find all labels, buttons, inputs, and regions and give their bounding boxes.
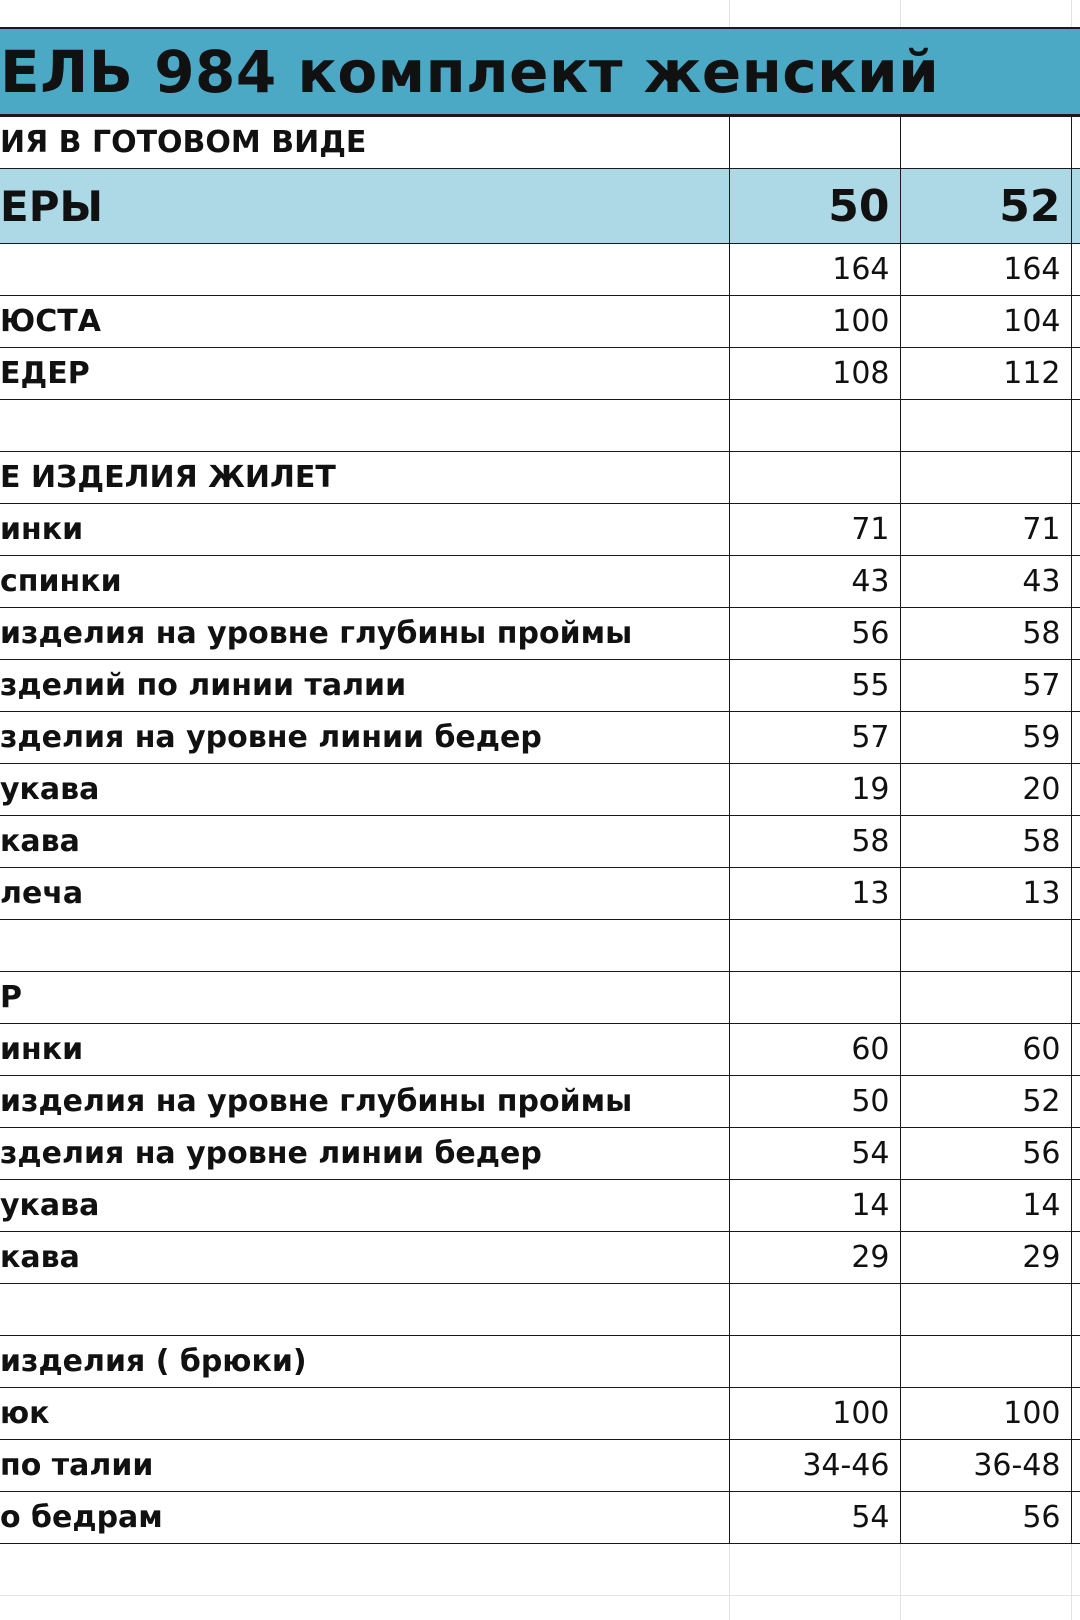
row-label-cell[interactable]: укава: [0, 1180, 729, 1232]
cell[interactable]: [1071, 608, 1080, 660]
size-50-cell[interactable]: 50: [729, 169, 900, 244]
cell[interactable]: [1071, 1284, 1080, 1336]
size-50-value-cell[interactable]: 13: [729, 868, 900, 920]
size-50-value-cell[interactable]: [729, 452, 900, 504]
row-label-cell[interactable]: изделия ( брюки): [0, 1336, 729, 1388]
table-row: [0, 1336, 1080, 1388]
cell[interactable]: [1071, 712, 1080, 764]
size-50-value-cell[interactable]: 71: [729, 504, 900, 556]
cell[interactable]: [900, 117, 1071, 169]
table-row: [0, 1024, 1080, 1076]
size-52-value-cell[interactable]: 100: [900, 1388, 1071, 1440]
table-row: [0, 660, 1080, 712]
table-row: [0, 556, 1080, 608]
size-50-value-cell[interactable]: [729, 1336, 900, 1388]
gridline: [0, 1595, 1080, 1596]
cell[interactable]: [1071, 660, 1080, 712]
size-50-value-cell[interactable]: 29: [729, 1232, 900, 1284]
table-row: [0, 868, 1080, 920]
row-label-cell[interactable]: зделия на уровне линии бедер: [0, 1128, 729, 1180]
size-50-value-cell[interactable]: 108: [729, 348, 900, 400]
cell[interactable]: [1071, 244, 1080, 296]
size-52-value-cell[interactable]: 58: [900, 816, 1071, 868]
size-50-value-cell[interactable]: [729, 400, 900, 452]
row-label-cell[interactable]: Р: [0, 972, 729, 1024]
cell[interactable]: [729, 117, 900, 169]
cell[interactable]: [1071, 504, 1080, 556]
size-50-value-cell[interactable]: 19: [729, 764, 900, 816]
size-52-value-cell[interactable]: [900, 452, 1071, 504]
cell[interactable]: [1071, 1492, 1080, 1544]
row-label-cell[interactable]: [0, 400, 729, 452]
table-row: [0, 400, 1080, 452]
size-52-value-cell[interactable]: [900, 1336, 1071, 1388]
table-row: [0, 244, 1080, 296]
row-label-cell[interactable]: ЮСТА: [0, 296, 729, 348]
table-row: [0, 1440, 1080, 1492]
size-52-value-cell[interactable]: 71: [900, 504, 1071, 556]
row-label-cell[interactable]: укава: [0, 764, 729, 816]
table-row: [0, 348, 1080, 400]
cell[interactable]: [1071, 972, 1080, 1024]
size-50-value-cell[interactable]: 164: [729, 244, 900, 296]
row-label-cell[interactable]: Е ИЗДЕЛИЯ ЖИЛЕТ: [0, 452, 729, 504]
cell[interactable]: [1071, 348, 1080, 400]
model-title: ЕЛЬ 984 комплект женский: [0, 38, 940, 106]
subtitle-cell[interactable]: ИЯ В ГОТОВОМ ВИДЕ: [0, 117, 729, 169]
row-label-cell[interactable]: зделий по линии талии: [0, 660, 729, 712]
table-row: [0, 1232, 1080, 1284]
size-52-value-cell[interactable]: [900, 972, 1071, 1024]
subtitle-row: [0, 117, 1080, 169]
table-row: [0, 1388, 1080, 1440]
cell[interactable]: [1071, 296, 1080, 348]
cell[interactable]: [1071, 117, 1080, 169]
table-row: [0, 1492, 1080, 1544]
size-52-value-cell[interactable]: 52: [900, 1076, 1071, 1128]
size-50-value-cell[interactable]: 55: [729, 660, 900, 712]
size-52-value-cell[interactable]: [900, 400, 1071, 452]
row-label-cell[interactable]: о бедрам: [0, 1492, 729, 1544]
size-50-value-cell[interactable]: 100: [729, 296, 900, 348]
size-50-value-cell[interactable]: [729, 920, 900, 972]
table-row: [0, 504, 1080, 556]
cell[interactable]: [1071, 920, 1080, 972]
size-52-value-cell[interactable]: 57: [900, 660, 1071, 712]
cell[interactable]: [1071, 169, 1080, 244]
size-50-value-cell[interactable]: 34-46: [729, 1440, 900, 1492]
size-52-value-cell[interactable]: 59: [900, 712, 1071, 764]
size-50-value-cell[interactable]: 56: [729, 608, 900, 660]
cell[interactable]: [1071, 452, 1080, 504]
size-52-value-cell[interactable]: 36-48: [900, 1440, 1071, 1492]
row-label-cell[interactable]: [0, 1284, 729, 1336]
cell[interactable]: [1071, 1388, 1080, 1440]
sizes-header-row: [0, 169, 1080, 244]
row-label-cell[interactable]: изделия на уровне глубины проймы: [0, 1076, 729, 1128]
row-label-cell[interactable]: зделия на уровне линии бедер: [0, 712, 729, 764]
cell[interactable]: [1071, 1024, 1080, 1076]
cell[interactable]: [1071, 816, 1080, 868]
cell[interactable]: [1071, 556, 1080, 608]
size-50-value-cell[interactable]: 60: [729, 1024, 900, 1076]
size-50-value-cell[interactable]: 50: [729, 1076, 900, 1128]
row-label-cell[interactable]: изделия на уровне глубины проймы: [0, 608, 729, 660]
cell[interactable]: [1071, 1232, 1080, 1284]
cell[interactable]: [1071, 1128, 1080, 1180]
row-label-cell[interactable]: спинки: [0, 556, 729, 608]
size-50-value-cell[interactable]: 54: [729, 1128, 900, 1180]
size-52-value-cell[interactable]: 164: [900, 244, 1071, 296]
size-52-value-cell[interactable]: 14: [900, 1180, 1071, 1232]
table-row: [0, 712, 1080, 764]
size-52-value-cell[interactable]: 58: [900, 608, 1071, 660]
table-row: [0, 816, 1080, 868]
size-50-value-cell[interactable]: 14: [729, 1180, 900, 1232]
size-50-value-cell[interactable]: 100: [729, 1388, 900, 1440]
size-52-cell[interactable]: 52: [900, 169, 1071, 244]
size-52-value-cell[interactable]: 29: [900, 1232, 1071, 1284]
table-row: [0, 920, 1080, 972]
size-52-value-cell[interactable]: 13: [900, 868, 1071, 920]
cell[interactable]: [1071, 1440, 1080, 1492]
table-row: [0, 764, 1080, 816]
size-50-value-cell[interactable]: 57: [729, 712, 900, 764]
size-52-value-cell[interactable]: [900, 1284, 1071, 1336]
row-label-cell[interactable]: леча: [0, 868, 729, 920]
size-50-value-cell[interactable]: [729, 1284, 900, 1336]
size-52-value-cell[interactable]: 60: [900, 1024, 1071, 1076]
cell[interactable]: [1071, 1336, 1080, 1388]
cell[interactable]: [1071, 1076, 1080, 1128]
table-row: [0, 1284, 1080, 1336]
table-row: [0, 452, 1080, 504]
cell[interactable]: [1071, 764, 1080, 816]
size-52-value-cell[interactable]: 104: [900, 296, 1071, 348]
title-bar: [0, 27, 1080, 116]
row-label-cell[interactable]: инки: [0, 1024, 729, 1076]
cell[interactable]: [1071, 868, 1080, 920]
size-52-value-cell[interactable]: [900, 920, 1071, 972]
row-label-cell[interactable]: кава: [0, 816, 729, 868]
row-label-cell[interactable]: юк: [0, 1388, 729, 1440]
size-50-value-cell[interactable]: 54: [729, 1492, 900, 1544]
size-52-value-cell[interactable]: 43: [900, 556, 1071, 608]
table-row: [0, 1076, 1080, 1128]
cell[interactable]: [1071, 1180, 1080, 1232]
row-label-cell[interactable]: [0, 920, 729, 972]
row-label-cell[interactable]: инки: [0, 504, 729, 556]
table-row: [0, 972, 1080, 1024]
size-chart-table: [0, 116, 1080, 1544]
row-label-cell[interactable]: ЕДЕР: [0, 348, 729, 400]
size-50-value-cell[interactable]: [729, 972, 900, 1024]
size-50-value-cell[interactable]: 43: [729, 556, 900, 608]
size-52-value-cell[interactable]: 112: [900, 348, 1071, 400]
table-row: [0, 296, 1080, 348]
cell[interactable]: [1071, 400, 1080, 452]
row-label-cell[interactable]: [0, 244, 729, 296]
row-label-cell[interactable]: по талии: [0, 1440, 729, 1492]
size-52-value-cell[interactable]: 56: [900, 1492, 1071, 1544]
size-52-value-cell[interactable]: 20: [900, 764, 1071, 816]
row-label-cell[interactable]: кава: [0, 1232, 729, 1284]
sizes-label-cell[interactable]: ЕРЫ: [0, 169, 729, 244]
size-52-value-cell[interactable]: 56: [900, 1128, 1071, 1180]
table-row: [0, 1128, 1080, 1180]
size-50-value-cell[interactable]: 58: [729, 816, 900, 868]
table-row: [0, 1180, 1080, 1232]
table-row: [0, 608, 1080, 660]
